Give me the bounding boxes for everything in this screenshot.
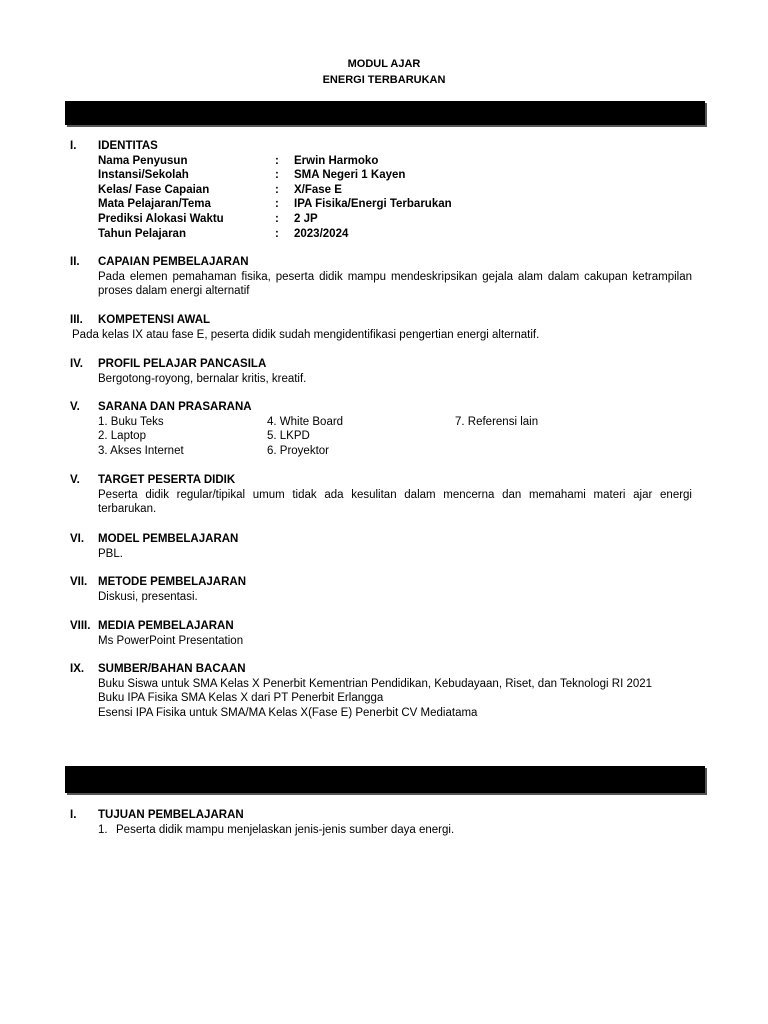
identitas-colon: : <box>275 227 279 240</box>
tujuan-item-number: 1. <box>98 823 108 836</box>
section-kompetensi <box>70 313 692 342</box>
identitas-value: X/Fase E <box>294 183 342 196</box>
section-text: Pada elemen pemahaman fisika, peserta didik mampu mendeskripsikan gejala alam dalam cakupan ketrampilan proses dalam energi alternatif <box>98 270 692 298</box>
tujuan-item <box>98 823 692 838</box>
section-title: TARGET PESERTA DIDIK <box>98 474 236 486</box>
section-profil <box>70 357 692 386</box>
identitas-colon: : <box>275 198 279 211</box>
sumber-line: Buku IPA Fisika SMA Kelas X dari PT Penerbit Erlangga <box>98 692 384 705</box>
section-number: III. <box>70 314 83 326</box>
identitas-colon: : <box>275 169 279 182</box>
section-divider-bar <box>65 766 705 793</box>
section-number: IX. <box>70 663 85 675</box>
section-capaian <box>70 255 692 299</box>
title-line-1: MODUL AJAR <box>347 58 421 70</box>
identitas-label: Mata Pelajaran/Tema <box>98 198 211 211</box>
section-title: PROFIL PELAJAR PANCASILA <box>98 358 267 370</box>
sumber-list <box>70 677 692 721</box>
identitas-value: Erwin Harmoko <box>294 154 379 167</box>
section-number: V. <box>70 401 80 413</box>
section-title: METODE PEMBELAJARAN <box>98 576 247 588</box>
identitas-colon: : <box>275 212 279 225</box>
section-number: V. <box>70 474 80 486</box>
section-media <box>70 619 692 648</box>
section-sumber <box>70 662 692 720</box>
sarana-item: 5. LKPD <box>267 430 310 443</box>
section-title: MODEL PEMBELAJARAN <box>98 533 239 545</box>
section-title: CAPAIAN PEMBELAJARAN <box>98 256 249 268</box>
identitas-value: IPA Fisika/Energi Terbarukan <box>294 198 452 211</box>
sarana-item: 1. Buku Teks <box>98 415 164 428</box>
section-title: TUJUAN PEMBELAJARAN <box>98 809 244 821</box>
section-tujuan <box>70 808 692 837</box>
section-divider-bar <box>65 101 705 125</box>
section-title: KOMPETENSI AWAL <box>98 314 211 326</box>
identitas-value: 2023/2024 <box>294 227 349 240</box>
section-number: I. <box>70 140 77 152</box>
section-text: Peserta didik regular/tipikal umum tidak ada kesulitan dalam mencerna dan memahami materi ajar energi terbarukan. <box>98 488 692 516</box>
identitas-value: SMA Negeri 1 Kayen <box>294 169 406 182</box>
section-text: Bergotong-royong, bernalar kritis, kreatif. <box>98 372 307 385</box>
section-title: MEDIA PEMBELAJARAN <box>98 620 234 632</box>
section-number: VI. <box>70 533 85 545</box>
identitas-colon: : <box>275 183 279 196</box>
identitas-row <box>98 154 692 169</box>
section-number: IV. <box>70 358 84 370</box>
identitas-colon: : <box>275 154 279 167</box>
section-target <box>70 473 692 517</box>
section-number: I. <box>70 809 77 821</box>
identitas-label: Prediksi Alokasi Waktu <box>98 212 224 225</box>
sarana-item: 7. Referensi lain <box>455 415 539 428</box>
section-text: Ms PowerPoint Presentation <box>98 634 244 647</box>
tujuan-item-text: Peserta didik mampu menjelaskan jenis-jenis sumber daya energi. <box>116 823 455 836</box>
identitas-row <box>98 197 692 212</box>
section-text: Diskusi, presentasi. <box>98 590 198 603</box>
identitas-label: Instansi/Sekolah <box>98 169 189 182</box>
section-identitas <box>70 139 692 241</box>
identitas-row <box>98 227 692 242</box>
sumber-line: Buku Siswa untuk SMA Kelas X Penerbit Kementrian Pendidikan, Kebudayaan, Riset, dan Teknologi RI 2021 <box>98 677 653 690</box>
section-model <box>70 532 692 561</box>
section-title: SARANA DAN PRASARANA <box>98 401 252 413</box>
identitas-label: Kelas/ Fase Capaian <box>98 183 210 196</box>
title-line-2: ENERGI TERBARUKAN <box>322 74 446 86</box>
sarana-item <box>455 429 605 444</box>
tujuan-list <box>70 823 692 838</box>
identitas-row <box>98 212 692 227</box>
document-title <box>0 56 768 88</box>
section-number: VIII. <box>70 620 91 632</box>
section-text: PBL. <box>98 547 123 560</box>
identitas-table <box>70 154 692 242</box>
sarana-item <box>455 444 605 459</box>
identitas-label: Tahun Pelajaran <box>98 227 186 240</box>
section-text: Pada kelas IX atau fase E, peserta didik sudah mengidentifikasi pengertian energi alternatif. <box>72 328 540 341</box>
sarana-list <box>70 415 692 459</box>
section-title: SUMBER/BAHAN BACAAN <box>98 663 246 675</box>
sarana-item: 6. Proyektor <box>267 444 329 457</box>
sarana-item: 4. White Board <box>267 415 344 428</box>
identitas-row <box>98 168 692 183</box>
section-number: VII. <box>70 576 88 588</box>
sarana-item: 3. Akses Internet <box>98 444 184 457</box>
section-metode <box>70 575 692 604</box>
sumber-line: Esensi IPA Fisika untuk SMA/MA Kelas X(Fase E) Penerbit CV Mediatama <box>98 706 478 719</box>
identitas-label: Nama Penyusun <box>98 154 188 167</box>
identitas-row <box>98 183 692 198</box>
identitas-value: 2 JP <box>294 212 318 225</box>
section-title: IDENTITAS <box>98 140 158 152</box>
section-number: II. <box>70 256 80 268</box>
sarana-item: 2. Laptop <box>98 430 146 443</box>
section-sarana <box>70 400 692 458</box>
